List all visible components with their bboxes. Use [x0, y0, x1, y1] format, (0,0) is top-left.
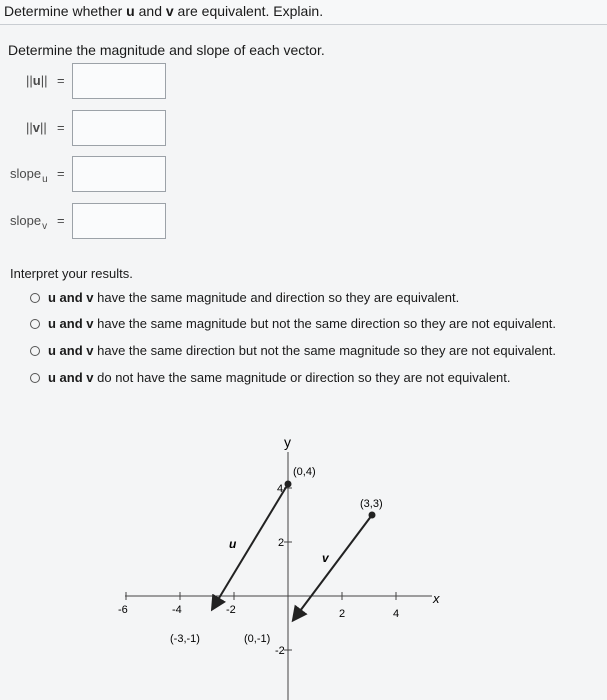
question-title: Determine whether u and v are equivalent. Explain. — [4, 3, 324, 19]
y-tick-label: 4 — [277, 483, 284, 495]
y-tick-label: 2 — [278, 537, 285, 549]
equals-sign: = — [57, 166, 65, 181]
point-label-v-end: (3,3) — [360, 498, 383, 510]
vector-v — [294, 515, 372, 619]
instructions: Determine the magnitude and slope of each vector. — [8, 42, 325, 58]
y-ticks — [275, 483, 292, 657]
option-2[interactable]: u and v have the same magnitude but not the same direction so they are not equivalent. — [30, 316, 556, 331]
x-tick-label: 2 — [339, 608, 346, 620]
point-label-v-start: (0,-1) — [244, 633, 271, 645]
option-4[interactable]: u and v do not have the same magnitude or direction so they are not equivalent. — [30, 370, 511, 385]
vector-v-label: v — [322, 551, 329, 565]
equals-sign: = — [57, 73, 65, 88]
option-3[interactable]: u and v have the same direction but not the same magnitude so they are not equivalent. — [30, 343, 556, 358]
x-tick-label: 4 — [393, 608, 400, 620]
magnitude-v-label: ||v|| — [26, 120, 47, 135]
y-tick-label: -2 — [275, 645, 285, 657]
x-axis-label: x — [433, 591, 440, 606]
vector-v-start-point — [369, 512, 376, 519]
equals-sign: = — [57, 213, 65, 228]
y-axis-label: y — [284, 434, 291, 450]
interpret-label: Interpret your results. — [10, 266, 133, 281]
x-tick-label: -4 — [172, 604, 182, 616]
equals-sign: = — [57, 120, 65, 135]
point-label-u-end: (0,4) — [293, 466, 316, 478]
magnitude-u-label: ||u|| — [26, 73, 48, 88]
x-tick-label: -2 — [226, 604, 236, 616]
option-1[interactable]: u and v have the same magnitude and direction so they are equivalent. — [30, 290, 459, 305]
x-tick-label: -6 — [118, 604, 128, 616]
vector-u — [213, 484, 288, 608]
vector-u-start-point — [285, 481, 292, 488]
slope-u-label: slope$_u$ — [10, 166, 48, 185]
slope-v-label: slope$_v$ — [10, 213, 48, 232]
point-label-u-start: (-3,-1) — [170, 633, 200, 645]
vector-u-label: u — [229, 537, 237, 551]
